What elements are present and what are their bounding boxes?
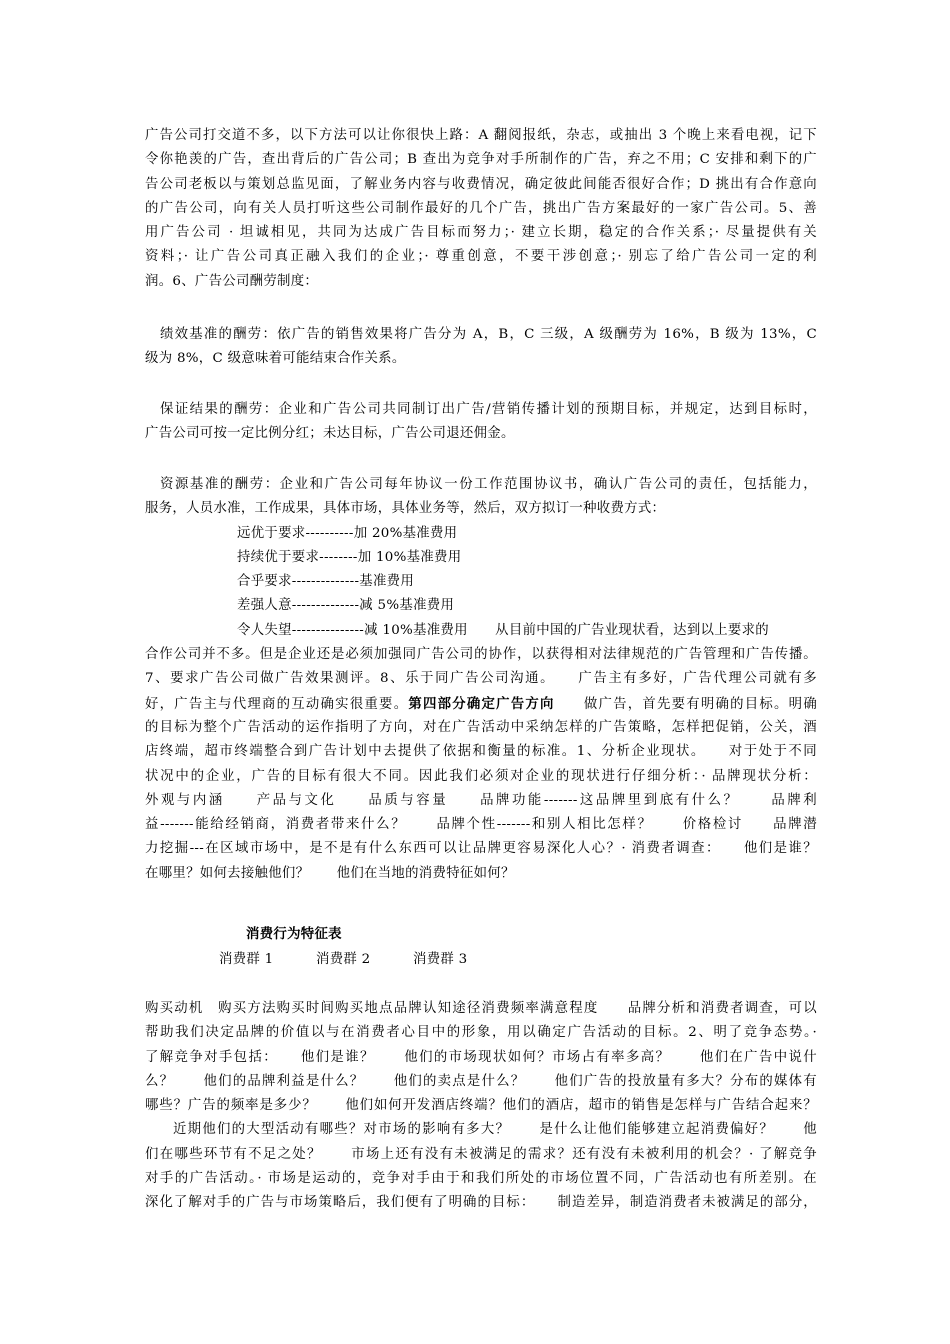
text-line: 合作公司并不多。但是企业还是必须加强同广告公司的协作，以获得相对法律规范的广告管理和广告传播。 — [145, 647, 817, 663]
section-heading-part-four: 第四部分确定广告方向 — [408, 695, 555, 712]
fee-list-item: 合乎要求--------------基准费用 — [237, 574, 415, 590]
fee-list-item: 远优于要求----------加 20%基准费用 — [237, 525, 458, 541]
paragraph-performance-fee — [145, 323, 817, 372]
text-line: 益-------能给经销商，消费者带来什么？ 品牌个性-------和别人相比怎样？ 价格检讨 品牌潜 — [145, 817, 817, 833]
text-line: 广告公司可按一定比例分红；未达目标，广告公司退还佣金。 — [145, 426, 515, 442]
text-line: 告公司老板以与策划总监见面，了解业务内容与收费情况，确定彼此间能否很好合作；D 挑出有合作意向 — [145, 176, 817, 192]
fee-list-item: 令人失望---------------减 10%基准费用 从目前中国的广告业现状看，达到以上要求的 — [237, 622, 769, 638]
text-line: 帮助我们决定品牌的价值以与在消费者心目中的形象，用以确定广告活动的目标。2、明了竞争态势。· — [145, 1025, 817, 1041]
table-title: 消费行为特征表 — [246, 926, 342, 942]
text-line: 资料；· 让广告公司真正融入我们的企业；· 尊重创意，不要干涉创意；· 别忘了给广告公司一定的利 — [145, 249, 817, 265]
text-segment: 好，广告主与代理商的互动确实很重要。 — [145, 696, 409, 712]
text-line: 服务，人员水准，工作成果，具体市场，具体业务等，然后，双方拟订一种收费方式： — [145, 501, 666, 517]
text-line: 哪些？广告的频率是多少？ 他们如何开发酒店终端？他们的酒店，超市的销售是怎样与广告结合起来？ — [145, 1098, 817, 1114]
paragraph-guaranteed-result-fee — [145, 398, 817, 447]
paragraph-competition-analysis — [145, 997, 817, 1216]
fee-list-item: 差强人意--------------减 5%基准费用 — [237, 598, 455, 614]
text-line: 么？ 他们的品牌利益是什么？ 他们的卖点是什么？ 他们广告的投放量有多大？分布的媒体有 — [145, 1073, 817, 1089]
text-line: 的广告公司，向有关人员打听这些公司制作最好的几个广告，挑出广告方案最好的一家广告公司。5、善 — [145, 200, 817, 216]
paragraph-resource-fee — [145, 473, 817, 886]
text-line: 保证结果的酬劳：企业和广告公司共同制订出广告/营销传播计划的预期目标，并规定，达到目标时， — [160, 402, 817, 417]
text-segment: 做广告，首先要有明确的目标。明确 — [554, 696, 817, 712]
fee-list-item: 持续优于要求--------加 10%基准费用 — [237, 549, 462, 565]
paragraph-ad-agency-tips — [145, 124, 817, 294]
text-line: 资源基准的酬劳：企业和广告公司每年协议一份工作范围协议书，确认广告公司的责任，包括能力， — [160, 477, 817, 492]
text-line: 店终端，超市终端整合到广告计划中去提供了依据和衡量的标准。1、分析企业现状。 对于处于不同 — [145, 744, 817, 760]
text-line: 用广告公司 · 坦诚相见，共同为达成广告目标而努力；· 建立长期，稳定的合作关系；· 尽量提供有关 — [145, 225, 817, 241]
text-line: 级为 8%，C 级意味着可能结束合作关系。 — [145, 351, 406, 367]
text-line: 7、要求广告公司做广告效果测评。8、乐于同广告公司沟通。 广告主有多好，广告代理公司就有多 — [145, 671, 817, 687]
text-line: 近期他们的大型活动有哪些？对市场的影响有多大？ 是什么让他们能够建立起消费偏好？ 他 — [173, 1122, 817, 1138]
text-line: 润。6、广告公司酬劳制度： — [145, 273, 319, 289]
text-line: 令你艳羡的广告，查出背后的广告公司；B 查出为竞争对手所制作的广告，弃之不用；C 安排和剩下的广 — [145, 152, 817, 168]
text-line: 了解竞争对手包括： 他们是谁？ 他们的市场现状如何？市场占有率多高？ 他们在广告中说什 — [145, 1049, 817, 1065]
text-line: 购买动机 购买方法购买时间购买地点品牌认知途径消费频率满意程度 品牌分析和消费者调查，可以 — [145, 1001, 817, 1016]
text-line: 深化了解对手的广告与市场策略后，我们便有了明确的目标： 制造差异，制造消费者未被满足的部分， — [145, 1195, 817, 1211]
consumer-group-label: 消费群 3 — [413, 952, 468, 967]
consumer-group-header — [219, 948, 510, 972]
text-line: 状况中的企业，广告的目标有很大不同。因此我们必须对企业的现状进行仔细分析：· 品牌现状分析： — [145, 768, 817, 784]
text-line: 外观与内涵 产品与文化 品质与容量 品牌功能-------这品牌里到底有什么？ 品牌利 — [145, 792, 817, 808]
consumer-group-label: 消费群 2 — [316, 952, 371, 967]
text-line-with-heading — [145, 692, 817, 716]
consumer-group-label: 消费群 1 — [219, 952, 274, 967]
text-line: 绩效基准的酬劳：依广告的销售效果将广告分为 A，B，C 三级，A 级酬劳为 16%，B 级为 13%，C — [160, 327, 817, 342]
text-line: 的目标为整个广告活动的运作指明了方向，对在广告活动中采纳怎样的广告策略，怎样把促销，公关，酒 — [145, 719, 817, 735]
text-line: 们在哪些环节有不足之处？ 市场上还有没有未被满足的需求？还有没有未被利用的机会？· 了解竞争 — [145, 1146, 817, 1162]
text-line: 对手的广告活动。· 市场是运动的，竞争对手由于和我们所处的市场位置不同，广告活动也有所差别。在 — [145, 1171, 817, 1187]
text-line: 广告公司打交道不多，以下方法可以让你很快上路：A 翻阅报纸，杂志，或抽出 3 个晚上来看电视，记下 — [145, 128, 817, 143]
text-line: 在哪里？如何去接触他们？ 他们在当地的消费特征如何？ — [145, 865, 515, 881]
text-line: 力挖掘---在区域市场中，是不是有什么东西可以让品牌更容易深化人心？· 消费者调查： 他们是谁？ — [145, 841, 817, 857]
